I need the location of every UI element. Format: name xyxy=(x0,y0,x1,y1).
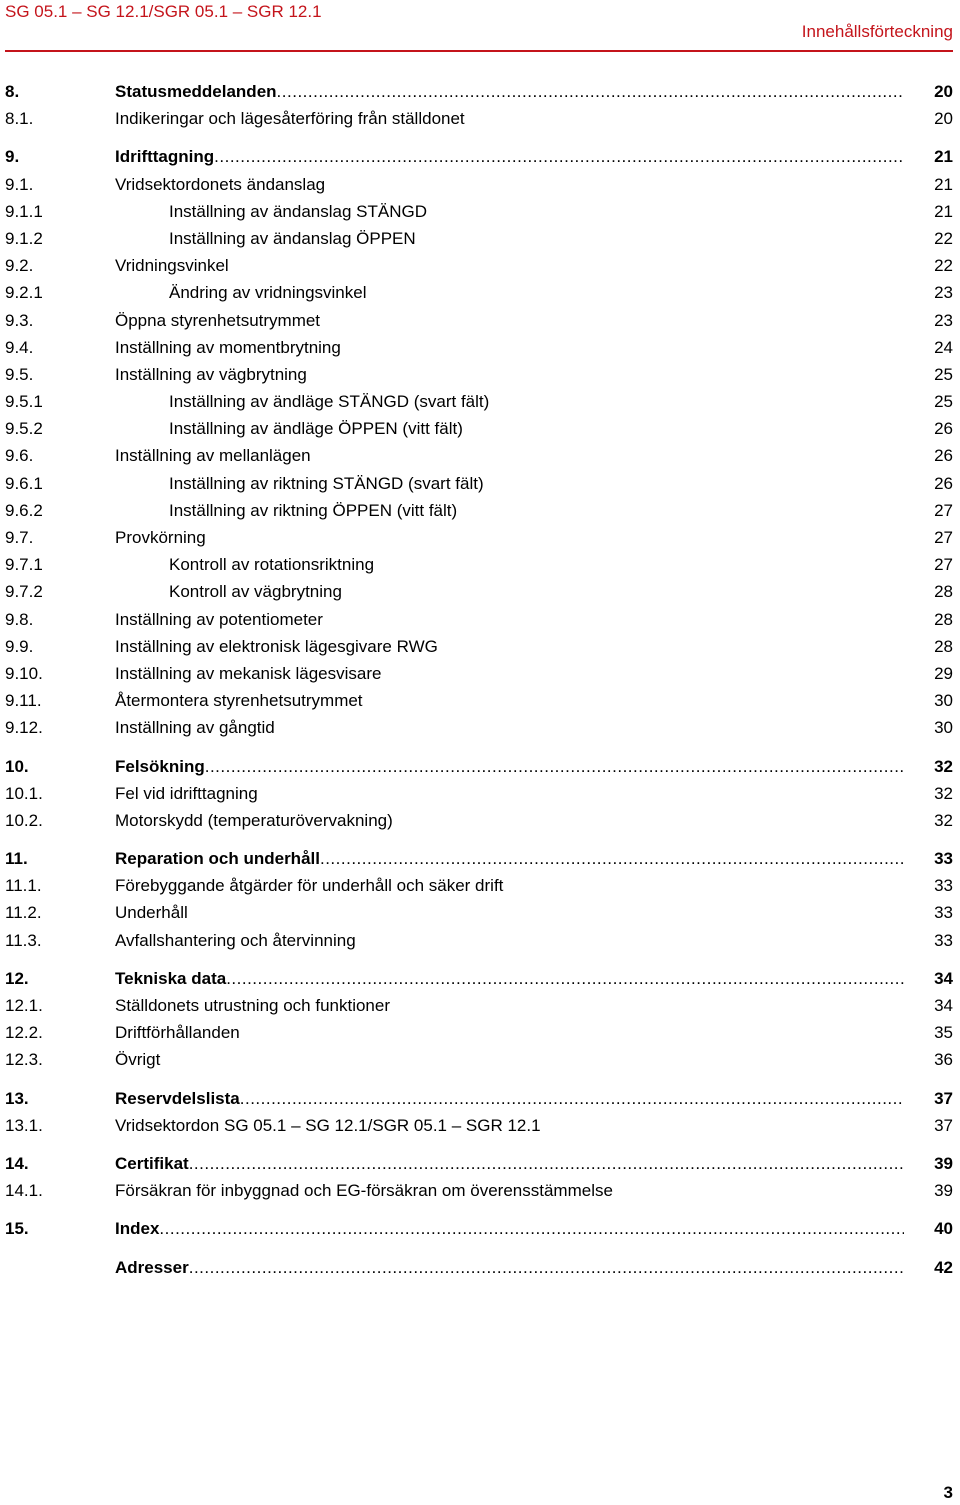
toc-entry-title: Vridningsvinkel xyxy=(115,256,229,276)
toc-entry-title: Motorskydd (temperaturövervakning) xyxy=(115,810,393,830)
toc-entry[interactable] xyxy=(5,442,953,469)
toc-entry[interactable] xyxy=(5,415,953,442)
toc-dot-leader xyxy=(205,753,904,780)
toc-entry-number: 9.9. xyxy=(5,636,34,656)
toc-entry-number: 9.12. xyxy=(5,718,43,738)
toc-entry-number: 12. xyxy=(5,968,29,988)
toc-entry-number: 12.2. xyxy=(5,1023,43,1043)
toc-entry[interactable] xyxy=(5,388,953,415)
toc-entry-page: 25 xyxy=(934,364,953,384)
toc-entry-number: 9.6. xyxy=(5,446,34,466)
toc-entry-number: 10.2. xyxy=(5,810,43,830)
toc-entry-number: 9.1.1 xyxy=(5,201,43,221)
toc-entry-page: 20 xyxy=(934,109,953,129)
toc-entry-number: 9.2.1 xyxy=(5,283,43,303)
toc-entry-page: 34 xyxy=(934,996,953,1015)
toc-entry-number: 9.4. xyxy=(5,337,34,357)
toc-dot-leader xyxy=(277,78,905,105)
toc-entry-title: Ändring av vridningsvinkel xyxy=(169,283,367,303)
toc-entry-number: 9.6.2 xyxy=(5,500,43,520)
toc-entry-number: 13.1. xyxy=(5,1115,43,1135)
toc-entry-title: Kontroll av rotationsriktning xyxy=(169,555,375,575)
toc-entry-number: 9. xyxy=(5,147,20,167)
toc-entry[interactable] xyxy=(5,992,953,1019)
toc-entry-title: Inställning av riktning ÖPPEN (vitt fält) xyxy=(169,500,458,520)
toc-entry-page: 27 xyxy=(934,528,953,547)
toc-entry-page: 32 xyxy=(934,756,953,776)
toc-entry-page: 26 xyxy=(934,473,953,493)
toc-entry-number: 9.5.2 xyxy=(5,419,43,439)
toc-entry-title: Felsökning xyxy=(115,756,205,776)
toc-entry[interactable] xyxy=(5,578,953,605)
toc-entry-title: Inställning av ändläge ÖPPEN (vitt fält) xyxy=(169,419,463,439)
toc-entry[interactable] xyxy=(5,1254,953,1281)
toc-entry-page: 37 xyxy=(934,1115,953,1135)
toc-entry-page: 28 xyxy=(934,609,953,629)
toc-entry-page: 42 xyxy=(934,1257,953,1277)
toc-entry-number: 12.3. xyxy=(5,1050,43,1070)
toc-entry[interactable] xyxy=(5,1150,953,1177)
toc-entry[interactable] xyxy=(5,497,953,524)
toc-entry[interactable] xyxy=(5,551,953,578)
toc-entry-title: Inställning av vägbrytning xyxy=(115,364,307,384)
toc-dot-leader xyxy=(240,1085,904,1112)
toc-dot-leader xyxy=(214,143,904,170)
toc-entry-page: 39 xyxy=(934,1153,953,1173)
toc-entry-number: 8. xyxy=(5,82,20,101)
toc-entry-page: 21 xyxy=(934,147,953,167)
toc-entry[interactable] xyxy=(5,171,953,198)
toc-entry-page: 24 xyxy=(934,337,953,357)
toc-entry-number: 15. xyxy=(5,1219,29,1239)
toc-entry[interactable] xyxy=(5,687,953,714)
toc-entry[interactable] xyxy=(5,872,953,899)
toc-entry[interactable] xyxy=(5,1215,953,1242)
toc-entry-title: Adresser xyxy=(115,1257,189,1277)
toc-entry-title: Underhåll xyxy=(115,903,188,923)
toc-entry-title: Avfallshantering och återvinning xyxy=(115,930,356,950)
toc-entry-number: 12.1. xyxy=(5,996,43,1015)
toc-entry-number: 8.1. xyxy=(5,109,34,129)
toc-entry-title: Inställning av ändanslag STÄNGD xyxy=(169,201,427,221)
toc-entry[interactable] xyxy=(5,1085,953,1112)
toc-entry-title: Inställning av gångtid xyxy=(115,718,275,738)
toc-entry-title: Statusmeddelanden xyxy=(115,82,277,101)
toc-entry-page: 27 xyxy=(934,500,953,520)
toc-entry-page: 29 xyxy=(934,663,953,683)
toc-entry[interactable] xyxy=(5,252,953,279)
toc-entry[interactable] xyxy=(5,225,953,252)
toc-entry[interactable] xyxy=(5,633,953,660)
toc-entry-title: Provkörning xyxy=(115,528,206,547)
toc-entry-page: 33 xyxy=(934,930,953,950)
toc-entry-page: 26 xyxy=(934,446,953,466)
header-divider xyxy=(5,50,953,52)
toc-entry[interactable] xyxy=(5,198,953,225)
toc-entry-page: 21 xyxy=(934,201,953,221)
toc-entry-title: Vridsektordonets ändanslag xyxy=(115,174,326,194)
toc-entry-title: Fel vid idrifttagning xyxy=(115,783,258,803)
toc-entry[interactable] xyxy=(5,1046,953,1073)
toc-entry-page: 30 xyxy=(934,691,953,711)
toc-entry-title: Idrifttagning xyxy=(115,147,215,167)
toc-entry-page: 22 xyxy=(934,256,953,276)
toc-entry-number: 9.10. xyxy=(5,663,43,683)
toc-entry[interactable] xyxy=(5,1112,953,1139)
toc-entry-title: Ställdonets utrustning och funktioner xyxy=(115,996,391,1015)
toc-entry[interactable] xyxy=(5,753,953,780)
toc-entry-page: 23 xyxy=(934,283,953,303)
toc-entry-page: 26 xyxy=(934,419,953,439)
toc-dot-leader xyxy=(189,1150,904,1177)
toc-entry-number: 11.2. xyxy=(5,903,42,923)
toc-dot-leader xyxy=(159,1215,904,1242)
toc-entry-title: Indikeringar och lägesåterföring från ställdonet xyxy=(115,109,465,129)
toc-entry-page: 36 xyxy=(934,1050,953,1070)
toc-entry-page: 40 xyxy=(934,1219,953,1239)
toc-entry-number: 9.2. xyxy=(5,256,34,276)
toc-entry-number: 9.5.1 xyxy=(5,392,43,412)
toc-entry-title: Vridsektordon SG 05.1 – SG 12.1/SGR 05.1 – SGR 12.1 xyxy=(115,1115,541,1135)
toc-entry-title: Förebyggande åtgärder för underhåll och säker drift xyxy=(115,876,504,896)
toc-dot-leader xyxy=(189,1254,904,1281)
page-number: 3 xyxy=(943,1483,953,1502)
toc-entry-title: Öppna styrenhetsutrymmet xyxy=(115,310,321,330)
toc-entry[interactable] xyxy=(5,927,953,954)
toc-entry-title: Kontroll av vägbrytning xyxy=(169,582,342,602)
toc-entry-title: Certifikat xyxy=(115,1153,189,1173)
toc-entry-title: Reservdelslista xyxy=(115,1088,240,1108)
toc-entry-page: 28 xyxy=(934,582,953,602)
toc-entry-page: 30 xyxy=(934,718,953,738)
toc-entry-number: 9.8. xyxy=(5,609,34,629)
toc-entry-title: Driftförhållanden xyxy=(115,1023,240,1043)
toc-dot-leader xyxy=(320,845,904,872)
table-of-contents xyxy=(5,78,953,1281)
section-title: Innehållsförteckning xyxy=(801,22,953,41)
toc-entry-title: Inställning av mekanisk lägesvisare xyxy=(115,663,382,683)
toc-entry-title: Inställning av potentiometer xyxy=(115,609,323,629)
toc-entry-page: 28 xyxy=(934,636,953,656)
toc-entry[interactable] xyxy=(5,470,953,497)
toc-entry-number: 14. xyxy=(5,1153,29,1173)
toc-entry-title: Övrigt xyxy=(115,1050,161,1070)
toc-entry-page: 34 xyxy=(934,968,953,988)
document-id: SG 05.1 – SG 12.1/SGR 05.1 – SGR 12.1 xyxy=(5,2,322,21)
toc-entry-page: 39 xyxy=(934,1181,953,1201)
toc-entry-page: 23 xyxy=(934,310,953,330)
toc-entry[interactable] xyxy=(5,780,953,807)
toc-entry-page: 33 xyxy=(934,849,953,869)
toc-entry-page: 33 xyxy=(934,876,953,896)
toc-entry-page: 20 xyxy=(934,82,953,101)
toc-entry-title: Reparation och underhåll xyxy=(115,849,320,869)
toc-entry[interactable] xyxy=(5,845,953,872)
toc-entry-page: 27 xyxy=(934,555,953,575)
toc-entry[interactable] xyxy=(5,807,953,834)
toc-entry-number: 14.1. xyxy=(5,1181,43,1201)
toc-entry-number: 9.7. xyxy=(5,528,34,547)
toc-entry[interactable] xyxy=(5,660,953,687)
toc-entry-number: 9.1.2 xyxy=(5,228,43,248)
toc-entry-page: 32 xyxy=(934,783,953,803)
toc-entry[interactable] xyxy=(5,899,953,926)
toc-entry-title: Tekniska data xyxy=(115,968,227,988)
toc-entry-number: 11.3. xyxy=(5,930,42,950)
toc-entry-number: 9.3. xyxy=(5,310,34,330)
toc-entry[interactable] xyxy=(5,143,953,170)
toc-entry-title: Index xyxy=(115,1219,160,1239)
toc-entry-number: 9.6.1 xyxy=(5,473,43,493)
toc-entry[interactable] xyxy=(5,1019,953,1046)
toc-entry-page: 25 xyxy=(934,392,953,412)
toc-entry-page: 32 xyxy=(934,810,953,830)
toc-entry-number: 9.7.2 xyxy=(5,582,43,602)
toc-entry-page: 37 xyxy=(934,1088,953,1108)
toc-entry[interactable] xyxy=(5,334,953,361)
toc-entry-number: 9.7.1 xyxy=(5,555,43,575)
toc-entry-title: Inställning av mellanlägen xyxy=(115,446,311,466)
toc-entry-title: Inställning av riktning STÄNGD (svart fält) xyxy=(169,473,484,493)
toc-entry-title: Försäkran för inbyggnad och EG-försäkran om överensstämmelse xyxy=(115,1181,613,1201)
toc-entry-title: Återmontera styrenhetsutrymmet xyxy=(115,691,363,711)
toc-entry-title: Inställning av ändläge STÄNGD (svart fält) xyxy=(169,392,490,412)
toc-entry-number: 10. xyxy=(5,756,29,776)
toc-entry[interactable] xyxy=(5,606,953,633)
toc-entry[interactable] xyxy=(5,78,953,105)
toc-entry[interactable] xyxy=(5,279,953,306)
toc-entry[interactable] xyxy=(5,361,953,388)
toc-entry[interactable] xyxy=(5,714,953,741)
toc-entry-number: 9.11. xyxy=(5,691,42,711)
toc-entry-title: Inställning av ändanslag ÖPPEN xyxy=(169,228,416,248)
toc-entry-number: 13. xyxy=(5,1088,29,1108)
toc-dot-leader xyxy=(226,965,904,992)
toc-entry-page: 35 xyxy=(934,1023,953,1043)
toc-entry-number: 11.1. xyxy=(5,876,42,896)
toc-entry[interactable] xyxy=(5,965,953,992)
toc-entry[interactable] xyxy=(5,105,953,132)
toc-entry-number: 9.5. xyxy=(5,364,34,384)
toc-entry[interactable] xyxy=(5,1177,953,1204)
toc-entry-page: 21 xyxy=(934,174,953,194)
toc-entry-title: Inställning av momentbrytning xyxy=(115,337,341,357)
toc-entry-number: 9.1. xyxy=(5,174,34,194)
toc-entry-page: 22 xyxy=(934,228,953,248)
toc-entry-number: 11. xyxy=(5,849,28,869)
toc-entry[interactable] xyxy=(5,524,953,551)
toc-entry-title: Inställning av elektronisk lägesgivare RWG xyxy=(115,636,438,656)
toc-entry[interactable] xyxy=(5,307,953,334)
toc-entry-page: 33 xyxy=(934,903,953,923)
toc-entry-number: 10.1. xyxy=(5,783,43,803)
